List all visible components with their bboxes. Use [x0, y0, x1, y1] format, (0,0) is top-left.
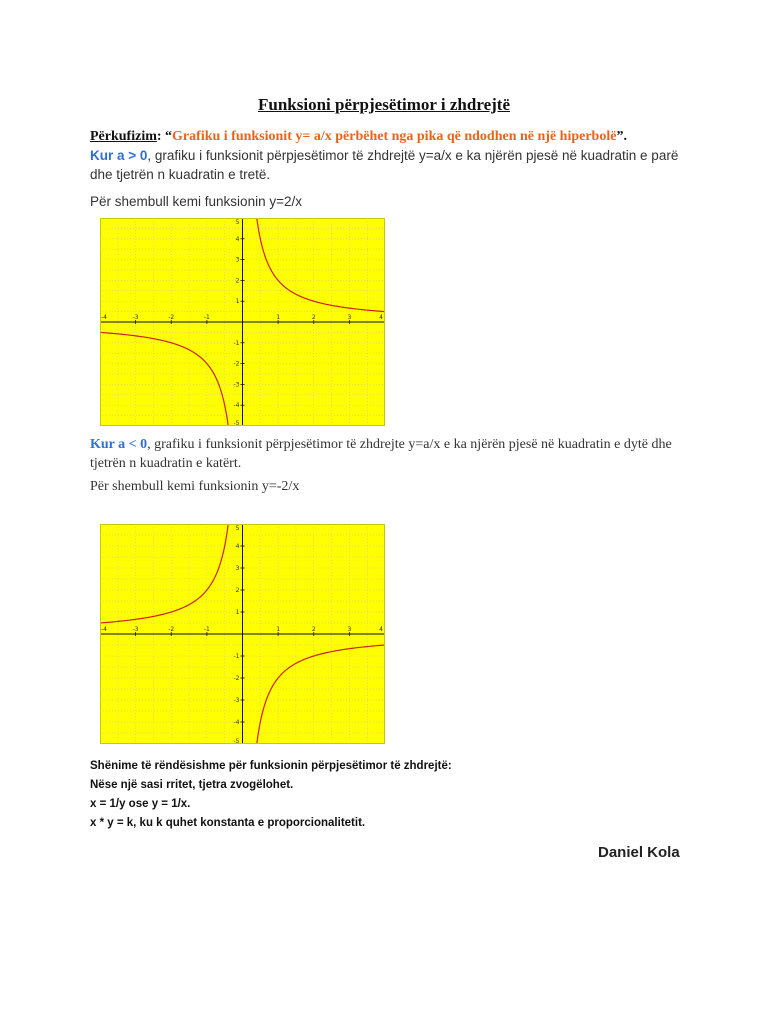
x-tick-label: 2: [311, 626, 316, 633]
definition-label: Përkufizim: [90, 129, 157, 144]
x-tick-label: -2: [168, 314, 175, 321]
y-tick-label: 4: [235, 543, 240, 550]
y-tick-label: -3: [233, 697, 240, 704]
y-tick-label: -5: [233, 738, 240, 744]
y-tick-label: -4: [233, 719, 240, 726]
definition-text: Grafiku i funksionit y= a/x përbëhet nga pika që ndodhen në një hiperbolë: [172, 129, 617, 144]
y-tick-label: 3: [235, 565, 240, 572]
x-tick-label: 1: [276, 626, 281, 633]
y-tick-label: -4: [233, 402, 240, 410]
case-negative-condition: Kur a < 0: [90, 437, 148, 452]
definition-end: ”.: [616, 129, 627, 144]
x-tick-label: -4: [101, 314, 107, 321]
case-negative-text: , grafiku i funksionit përpjesëtimor të zhdrejte y=a/x e ka njërën pjesë në kuadratin e dytë dhe tjetrën n kuadratin e katërt.: [90, 437, 672, 471]
y-tick-label: 5: [235, 525, 240, 532]
y-tick-label: -5: [233, 420, 240, 426]
y-tick-label: -3: [233, 381, 240, 389]
graph-negative: [100, 524, 385, 744]
graph-positive: [100, 218, 385, 426]
x-tick-label: 3: [347, 314, 352, 321]
y-tick-label: 2: [235, 277, 240, 285]
x-tick-label: -3: [132, 626, 139, 633]
page-title: Funksioni përpjesëtimor i zhdrejtë: [258, 95, 510, 114]
case-positive-condition: Kur a > 0: [90, 148, 148, 163]
x-tick-label: -1: [203, 626, 210, 633]
notes-heading: Shënime të rëndësishme për funksionin përpjesëtimor të zhdrejtë:: [90, 760, 452, 772]
definition: [90, 126, 690, 184]
x-tick-label: -3: [132, 314, 139, 321]
x-tick-label: -1: [203, 314, 210, 321]
y-tick-label: 3: [235, 256, 240, 264]
case-negative: [90, 435, 680, 473]
y-tick-label: -2: [233, 360, 240, 368]
y-tick-label: 1: [235, 298, 240, 306]
y-tick-label: -1: [233, 653, 240, 660]
x-tick-label: 2: [311, 314, 316, 321]
note-line: Nëse një sasi rritet, tjetra zvogëlohet.: [90, 779, 294, 791]
y-tick-label: 2: [235, 587, 240, 594]
note-line: x = 1/y ose y = 1/x.: [90, 798, 191, 810]
note-line: x * y = k, ku k quhet konstanta e proporcionalitetit.: [90, 817, 366, 829]
x-tick-label: -4: [101, 626, 107, 633]
case-positive-text: , grafiku i funksionit përpjesëtimor të zhdrejtë y=a/x e ka njërën pjesë në kuadratin e parë dhe tjetrën n kuadratin e tretë.: [90, 148, 679, 182]
x-tick-label: 4: [379, 626, 383, 633]
definition-colon: : “: [156, 129, 173, 144]
example-negative: Për shembull kemi funksionin y=-2/x: [90, 479, 300, 494]
y-tick-label: 5: [235, 219, 240, 226]
x-tick-label: 4: [379, 314, 383, 321]
x-tick-label: -2: [168, 626, 175, 633]
example-positive: Për shembull kemi funksionin y=2/x: [90, 194, 302, 209]
author-name: Daniel Kola: [598, 844, 680, 861]
y-tick-label: 4: [235, 235, 240, 243]
y-tick-label: 1: [235, 609, 240, 616]
y-tick-label: -1: [233, 339, 240, 347]
y-tick-label: -2: [233, 675, 240, 682]
x-tick-label: 1: [276, 314, 281, 321]
x-tick-label: 3: [347, 626, 352, 633]
